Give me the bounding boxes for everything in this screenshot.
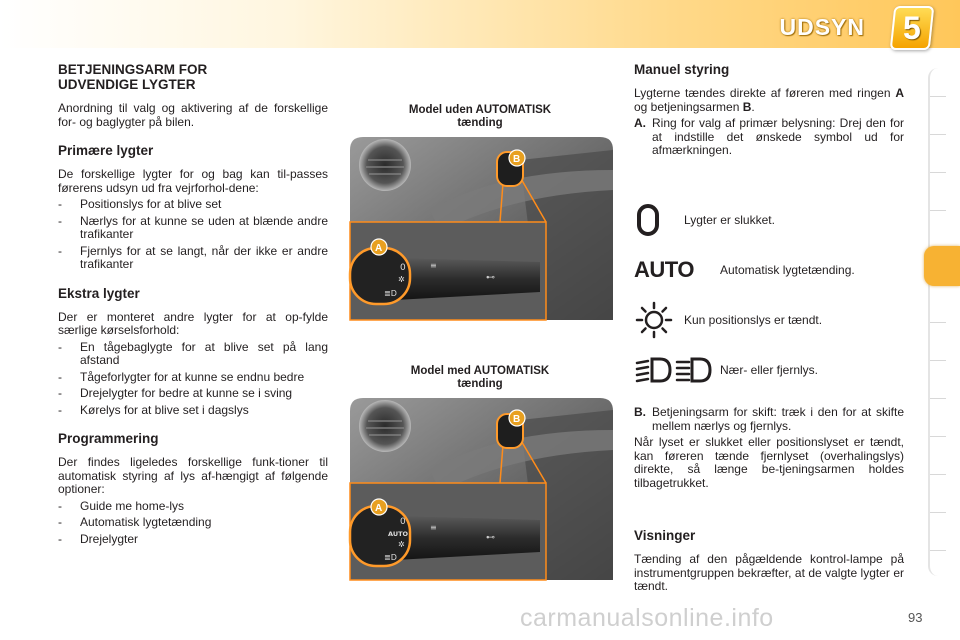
figure-with-auto xyxy=(350,398,613,580)
programming-heading: Programmering xyxy=(58,431,159,446)
key-ref: A xyxy=(895,86,904,100)
intro-text: Anordning til valg og aktivering af de forskellige for- og baglygter på bilen. xyxy=(58,101,328,129)
label-a: A xyxy=(375,243,383,254)
right-column-bottom xyxy=(634,406,904,597)
symbol-description: Nær- eller fjernlys. xyxy=(720,363,819,377)
caption-line: Model uden AUTOMATISK xyxy=(408,104,552,116)
svg-text:✲: ✲ xyxy=(398,275,405,284)
extra-lights-heading: Ekstra lygter xyxy=(58,285,140,301)
svg-text:≡: ≡ xyxy=(430,261,437,270)
symbol-row-position xyxy=(634,302,924,338)
svg-text:≣D: ≣D xyxy=(384,553,397,562)
list-item: - Automatisk lygtetænding xyxy=(58,516,328,530)
extra-lights-text: Der er monteret andre lygter for at op-fylde særlige kørselsforhold: xyxy=(58,309,328,337)
watermark: carmanualsonline.info xyxy=(520,604,774,632)
primary-lights-text: De forskellige lygter for og bag kan til-passes førerens udsyn ud fra vejrforhol-dene: xyxy=(58,167,328,195)
item-a xyxy=(634,117,904,158)
label-b: B xyxy=(513,414,521,425)
caption-line: Model med AUTOMATISK xyxy=(410,365,550,377)
text-run: Lygterne tændes direkte af føreren med ringen xyxy=(634,86,896,100)
figure-without-auto xyxy=(350,137,613,320)
svg-text:⊷: ⊷ xyxy=(486,273,495,283)
auto-icon xyxy=(634,257,720,283)
svg-text:≡: ≡ xyxy=(430,523,437,532)
air-vent xyxy=(359,400,411,452)
symbol-description: Kun positionslys er tændt. xyxy=(684,313,823,327)
manual-control-text xyxy=(634,87,904,114)
position-lights-icon xyxy=(634,300,684,340)
list-item: - Drejelygter for bedre at kunne se i sving xyxy=(58,387,328,401)
item-text: Betjeningsarm for skift: træk i den for at skifte mellem nærlys og fjernlys. xyxy=(652,405,904,433)
item-label: B. xyxy=(634,405,646,419)
caption-line: tænding xyxy=(457,117,503,129)
svg-text:≣D: ≣D xyxy=(384,289,397,298)
primary-lights-heading: Primære lygter xyxy=(58,143,154,158)
list-item: - Tågeforlygter for at kunne se endnu bedre xyxy=(58,371,328,385)
indicators-heading: Visninger xyxy=(634,528,696,543)
symbol-description: Lygter er slukket. xyxy=(684,213,775,227)
air-vent xyxy=(359,139,411,191)
main-heading-line: UDVENDIGE LYGTER xyxy=(58,77,196,92)
auto-mark: AUTO xyxy=(388,530,409,538)
list-item: - Nærlys for at kunne se uden at blænde andre trafikanter xyxy=(58,215,328,242)
symbol-row-beams xyxy=(634,352,924,388)
main-heading-line: BETJENINGSARM FOR xyxy=(58,62,208,77)
list-item: - Positionslys for at blive set xyxy=(58,198,328,212)
programming-text: Der findes ligeledes forskellige funk-tioner til automatisk styring af lys af-hængigt af følgende optioner: xyxy=(58,455,328,496)
text-run: . xyxy=(751,99,755,114)
lights-off-icon xyxy=(634,203,684,237)
symbol-row-off xyxy=(634,202,924,238)
auto-icon-label: AUTO xyxy=(634,257,694,282)
list-item: - En tågebaglygte for at blive set på lang afstand xyxy=(58,341,328,368)
svg-text:✲: ✲ xyxy=(398,540,405,549)
label-b: B xyxy=(513,154,521,165)
manual-control-heading: Manuel styring xyxy=(634,62,730,77)
list-item: - Fjernlys for at se langt, når der ikke er andre trafikanter xyxy=(58,245,328,272)
list-item: - Kørelys for at blive set i dagslys xyxy=(58,404,328,418)
indicators-text: Tænding af den pågældende kontrol-lampe på instrumentgruppen bekræfter, at de valgte lygter er tændt. xyxy=(634,552,904,593)
chapter-number: 5 xyxy=(903,9,921,46)
label-a: A xyxy=(375,503,383,514)
caption-line: tænding xyxy=(457,378,503,390)
page-number: 93 xyxy=(908,610,923,625)
svg-text:0: 0 xyxy=(400,517,406,527)
key-ref: B xyxy=(742,99,752,114)
svg-text:0: 0 xyxy=(400,263,406,273)
dipped-main-beam-icon xyxy=(634,355,720,385)
right-column-top xyxy=(634,62,904,161)
svg-text:⊷: ⊷ xyxy=(486,533,495,543)
item-text: Ring for valg af primær belysning: Drej den for at indstille det ønskede symbol ud for afmærkningen. xyxy=(652,116,904,157)
symbol-description: Automatisk lygtetænding. xyxy=(720,263,855,277)
list-item: - Drejelygter xyxy=(58,533,328,547)
chapter-title: UDSYN xyxy=(779,14,865,40)
text-run: og betjeningsarmen xyxy=(634,99,743,114)
list-item: - Guide me home-lys xyxy=(58,500,328,514)
item-b xyxy=(634,406,904,433)
headlamp-flash-text: Når lyset er slukket eller positionslyset er tændt, kan føreren tænde fjernlyset (overhalingslys) direkte, så længe be-tjeningsarmen holdes tilbagetrukket. xyxy=(634,435,904,490)
symbol-row-auto xyxy=(634,252,924,288)
item-label: A. xyxy=(634,116,646,130)
